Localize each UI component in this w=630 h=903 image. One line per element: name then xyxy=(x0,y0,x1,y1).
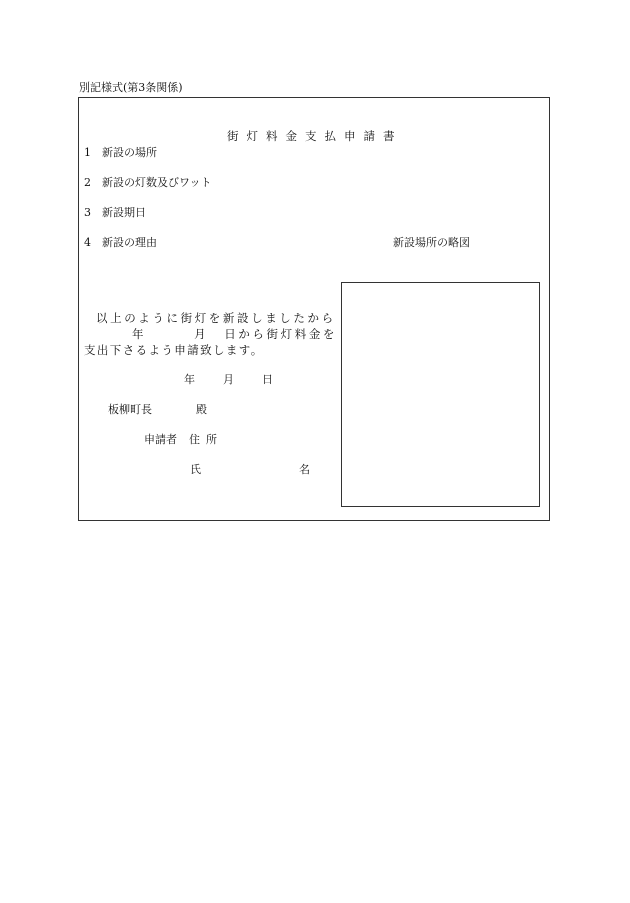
item-reason xyxy=(84,237,157,248)
address-label-2: 所 xyxy=(206,433,217,446)
item-label: 新設の灯数及びワット xyxy=(102,176,212,189)
addressee-name: 板柳町長 xyxy=(108,403,152,416)
item-number: 3 xyxy=(84,206,91,219)
applicant-address-row xyxy=(144,434,217,445)
addressee xyxy=(108,404,207,415)
statement-year: 年 xyxy=(132,327,147,341)
item-number: 1 xyxy=(84,146,91,159)
date-month: 月 xyxy=(223,373,234,386)
form-title: 街灯料金支払申請書 xyxy=(227,129,403,143)
item-label: 新設の理由 xyxy=(102,236,157,249)
item-number: 2 xyxy=(84,176,91,189)
date-day: 日 xyxy=(262,373,273,386)
date-year: 年 xyxy=(184,373,195,386)
sketch-label: 新設場所の略図 xyxy=(393,236,470,249)
item-lamp-count xyxy=(84,177,211,188)
item-label: 新設の場所 xyxy=(102,146,157,159)
statement-line-1: 以上のように街灯を新設しましたから xyxy=(96,311,336,325)
item-label: 新設期日 xyxy=(102,206,146,219)
form-reference: 別記様式(第3条関係) xyxy=(79,81,183,94)
name-label-left: 氏 xyxy=(190,463,201,476)
address-label-1: 住 xyxy=(189,433,200,446)
applicant-name-row xyxy=(190,464,310,475)
name-label-right: 名 xyxy=(299,463,310,476)
item-location xyxy=(84,147,157,158)
sketch-area xyxy=(341,282,540,507)
statement-month: 月 xyxy=(194,327,209,341)
statement-day: 日 xyxy=(224,327,239,341)
statement-line-2 xyxy=(84,329,337,341)
application-date xyxy=(184,374,273,385)
applicant-label: 申請者 xyxy=(144,433,177,446)
item-date xyxy=(84,207,146,218)
statement-line-2-tail: から街灯料金を xyxy=(238,327,338,341)
addressee-honorific: 殿 xyxy=(196,403,207,416)
statement-line-3: 支出下さるよう申請致します。 xyxy=(84,343,264,357)
item-number: 4 xyxy=(84,236,91,249)
